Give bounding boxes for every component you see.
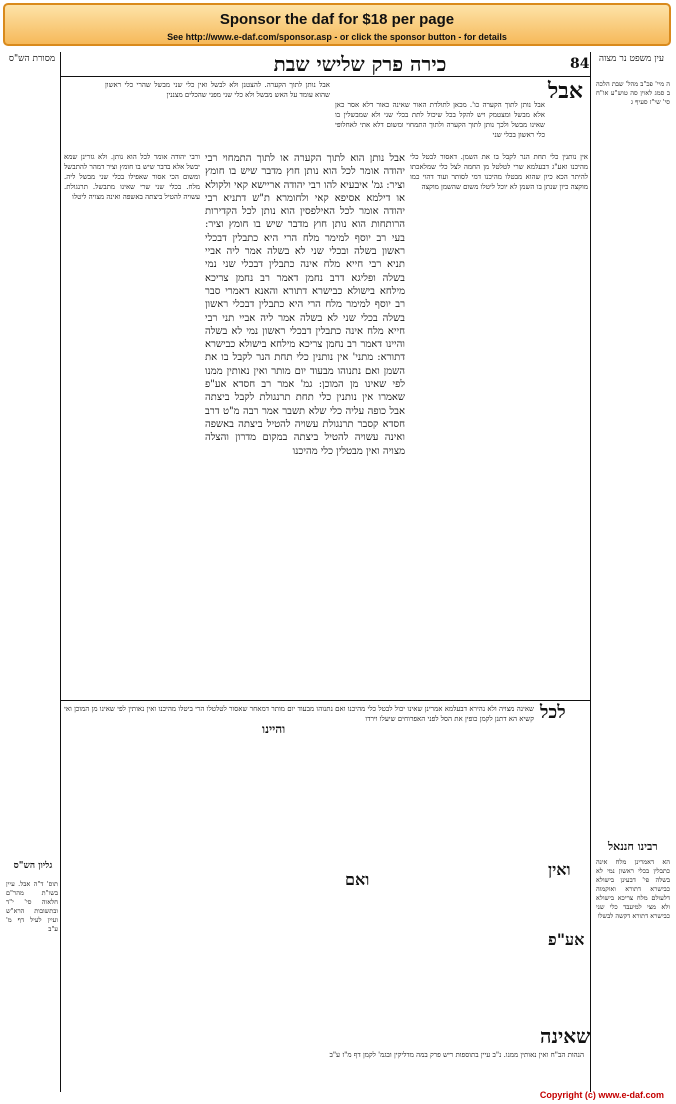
gemara-main-text: אבל נותן הוא לתוך הקערה או לתוך התמחוי רבי יהודה אומר לכל הוא נותן חוץ מדבר שיש בו חומץ וציר: גמ' איבעיא להו רבי יהודה אריישא קאי ולקולא או דילמא אסיפא קאי ולחומרא ת"ש דתניא רבי יהודה אומר לכל האילפסין הוא נותן לכל הקדירות הרותחות הוא נותן חוץ מדבר שיש בו חומץ וציר: בעי רב יוסף למימר מלח הרי היא כתבלין דבכלי ראשון בשלה ובכלי שני לא בשלה אמר ליה אביי תניא רבי חייא מלח אינה כתבלין דבכלי שני נמי בשלה ופליגא דרב נחמן דאמר רב נחמן צריכא מילחא בישולא כבישרא דתורא והאנא דאמרי סבר רב יוסף למימר מלח הרי היא כתבלין דבכלי ראשון בשלה בכלי שני לא בשלה אמר ליה אביי תני רבי חייא מלח אינה כתבלין דבכלי ראשון נמי לא בשלה והיינו דאמר רב נחמן צריכא מילחא בישולא כבישרא דתורא: מתני' אין נותנין כלי תחת הנר לקבל בו את השמן ואם נתנוהו מבעוד יום מותר ואין נאותין ממנו לפי שאינו מן המוכן: גמ' אמר רב חסדא אע"פ שאמרו אין נותנין כלי תחת תרנגולת לקבל ביצתה אבל כופה עליה כלי שלא תשבר אמר רבה מ"ט דרב חסדא קסבר תרנגולת עשויה להטיל ביצתה באשפה ואינה עשויה להטיל ביצתה במקום מדרון והצלה מצויה ואין מבטלין כלי מהיכנו xyxy=(205,153,405,457)
header-rule xyxy=(60,76,590,77)
rashi-top-left: אבל נותן לתוך הקערה. להצטנן ולא לבשל ואין כלי שני מבשל שהרי כלי ראשון שהוא עומד על האש מבשל ולא כלי שני מפני שהכלים מצננין xyxy=(105,81,330,99)
big-word-vehainu: והיינו xyxy=(262,722,286,736)
rabbeinu-chananel-heading: רבינו חננאל xyxy=(608,840,658,853)
big-word-lechol: לכל xyxy=(540,702,566,723)
left-margin-rule xyxy=(60,52,61,1092)
big-word-shaina: שאינה xyxy=(540,1024,591,1048)
masoret-hashas-heading: מסורת הש"ס xyxy=(8,54,56,64)
hagahot-footer: הנהות הב"ח ואין נאותין ממנו. נ"ב עיין בתוספות ריש פרק במה מדליקין ובגמ' לקמן דף מ"ז ע"ב xyxy=(329,1051,584,1059)
running-title: כירה פרק שלישי שבת xyxy=(273,52,447,76)
sponsor-title[interactable]: Sponsor the daf for $18 per page xyxy=(219,11,455,28)
page-number: 84 xyxy=(570,56,590,72)
tosafot-lower-block: שאינה מצויה ולא נהירא דבעלמא אמרינן שאינו יכול לבטל כלי מהיכנו ואם נתנוהו מבעוד יום מותר דמאחר שאסור לטלטלו הרי ביטלו מהיכנו ואין נאותין לפי שאינו מן המוכן ואי קשיא הא דתנן לקמן כופין את הסל לפני האפרוחים שיעלו וירדו xyxy=(64,705,534,723)
gilyon-hashas-heading: גליון הש"ס xyxy=(13,861,53,871)
copyright-notice: Copyright (c) www.e-daf.com xyxy=(539,1090,664,1100)
big-word-ein: ואין xyxy=(548,860,571,879)
gilyon-hashas-text: תוס' ד"ה אבל. עיין בשו"ת מהר"ם חלאוה סי' י"ד ובתשובות הרא"ש ועיין לעיל דף מ' ע"ב xyxy=(6,880,58,933)
rashi-left-column: ורבי יהודה אומר לכל הוא נותן. ולא גזרינן שמא יבשל אלא בדבר שיש בו חומץ וציר דמהר להתבשל ומשום הכי אסור שאפילו בכלי שני מבשל ליה. מלח. בכלי שני שרי שאינו מתבשל. תרנגולת. עשויה להטיל ביצתה באשפה ואינה מצויה ליטלו xyxy=(64,153,200,201)
big-word-im: ואם xyxy=(345,870,370,889)
sponsor-subtitle[interactable]: See http://www.e-daf.com/sponsor.asp - or click the sponsor button - for details xyxy=(167,32,507,42)
big-word-aval: אבל xyxy=(548,78,584,104)
lower-section-rule xyxy=(60,700,590,701)
tosafot-right-column: אין נותנין כלי תחת הנר לקבל בו את השמן. דאסור לבטל כלי מהיכנו ואע"ג דבעלמא שרי לטלטל מן החמה לצל כלי שמלאכתו להיתר הכא כיון שהוא מבטלו מהיכנו דמי לסותר ועוד דהוי כמו מוקצה כיון שנתן בו השמן לא יוכל ליטלו משום שהשמן מוקצה xyxy=(410,153,588,191)
ein-mishpat-text: ה מיי' פכ"ב מהל' שבת הלכה ב סמג לאוין סה טוש"ע או"ח סי' שי"ז סעיף ג xyxy=(596,80,670,106)
big-word-af: אע"פ xyxy=(548,930,585,949)
rabbeinu-chananel-text: הא דאמרינן מלח אינה כתבלין בכלי ראשון נמי לא בשלה פי' דבעינן בישולא כבישרא דתורא ואוקמוה דלעולם מלח צריכא בישולא ולא מצי למיעבד כלי שני כבישרא דתורא דקשה לבשלו xyxy=(596,858,670,920)
tosafot-top-right: אבל נותן לתוך הקערה כו'. מכאן לתולדת האור שאינה כאור דלא אסר כאן אלא מבשל ומצטמק ויש להקל בכל שיכול לתת בכלי שני ולא שמבשלין בו שאינו מבשל ולכך נותן לתוך הקערה ולתוך התמחוי ומשום דלא אתי לאחלופי כלי ראשון בכלי שני xyxy=(335,101,545,139)
ein-mishpat-heading: עין משפט נר מצוה xyxy=(598,54,664,64)
sponsor-banner[interactable] xyxy=(3,3,671,46)
right-margin-rule xyxy=(590,52,591,1092)
